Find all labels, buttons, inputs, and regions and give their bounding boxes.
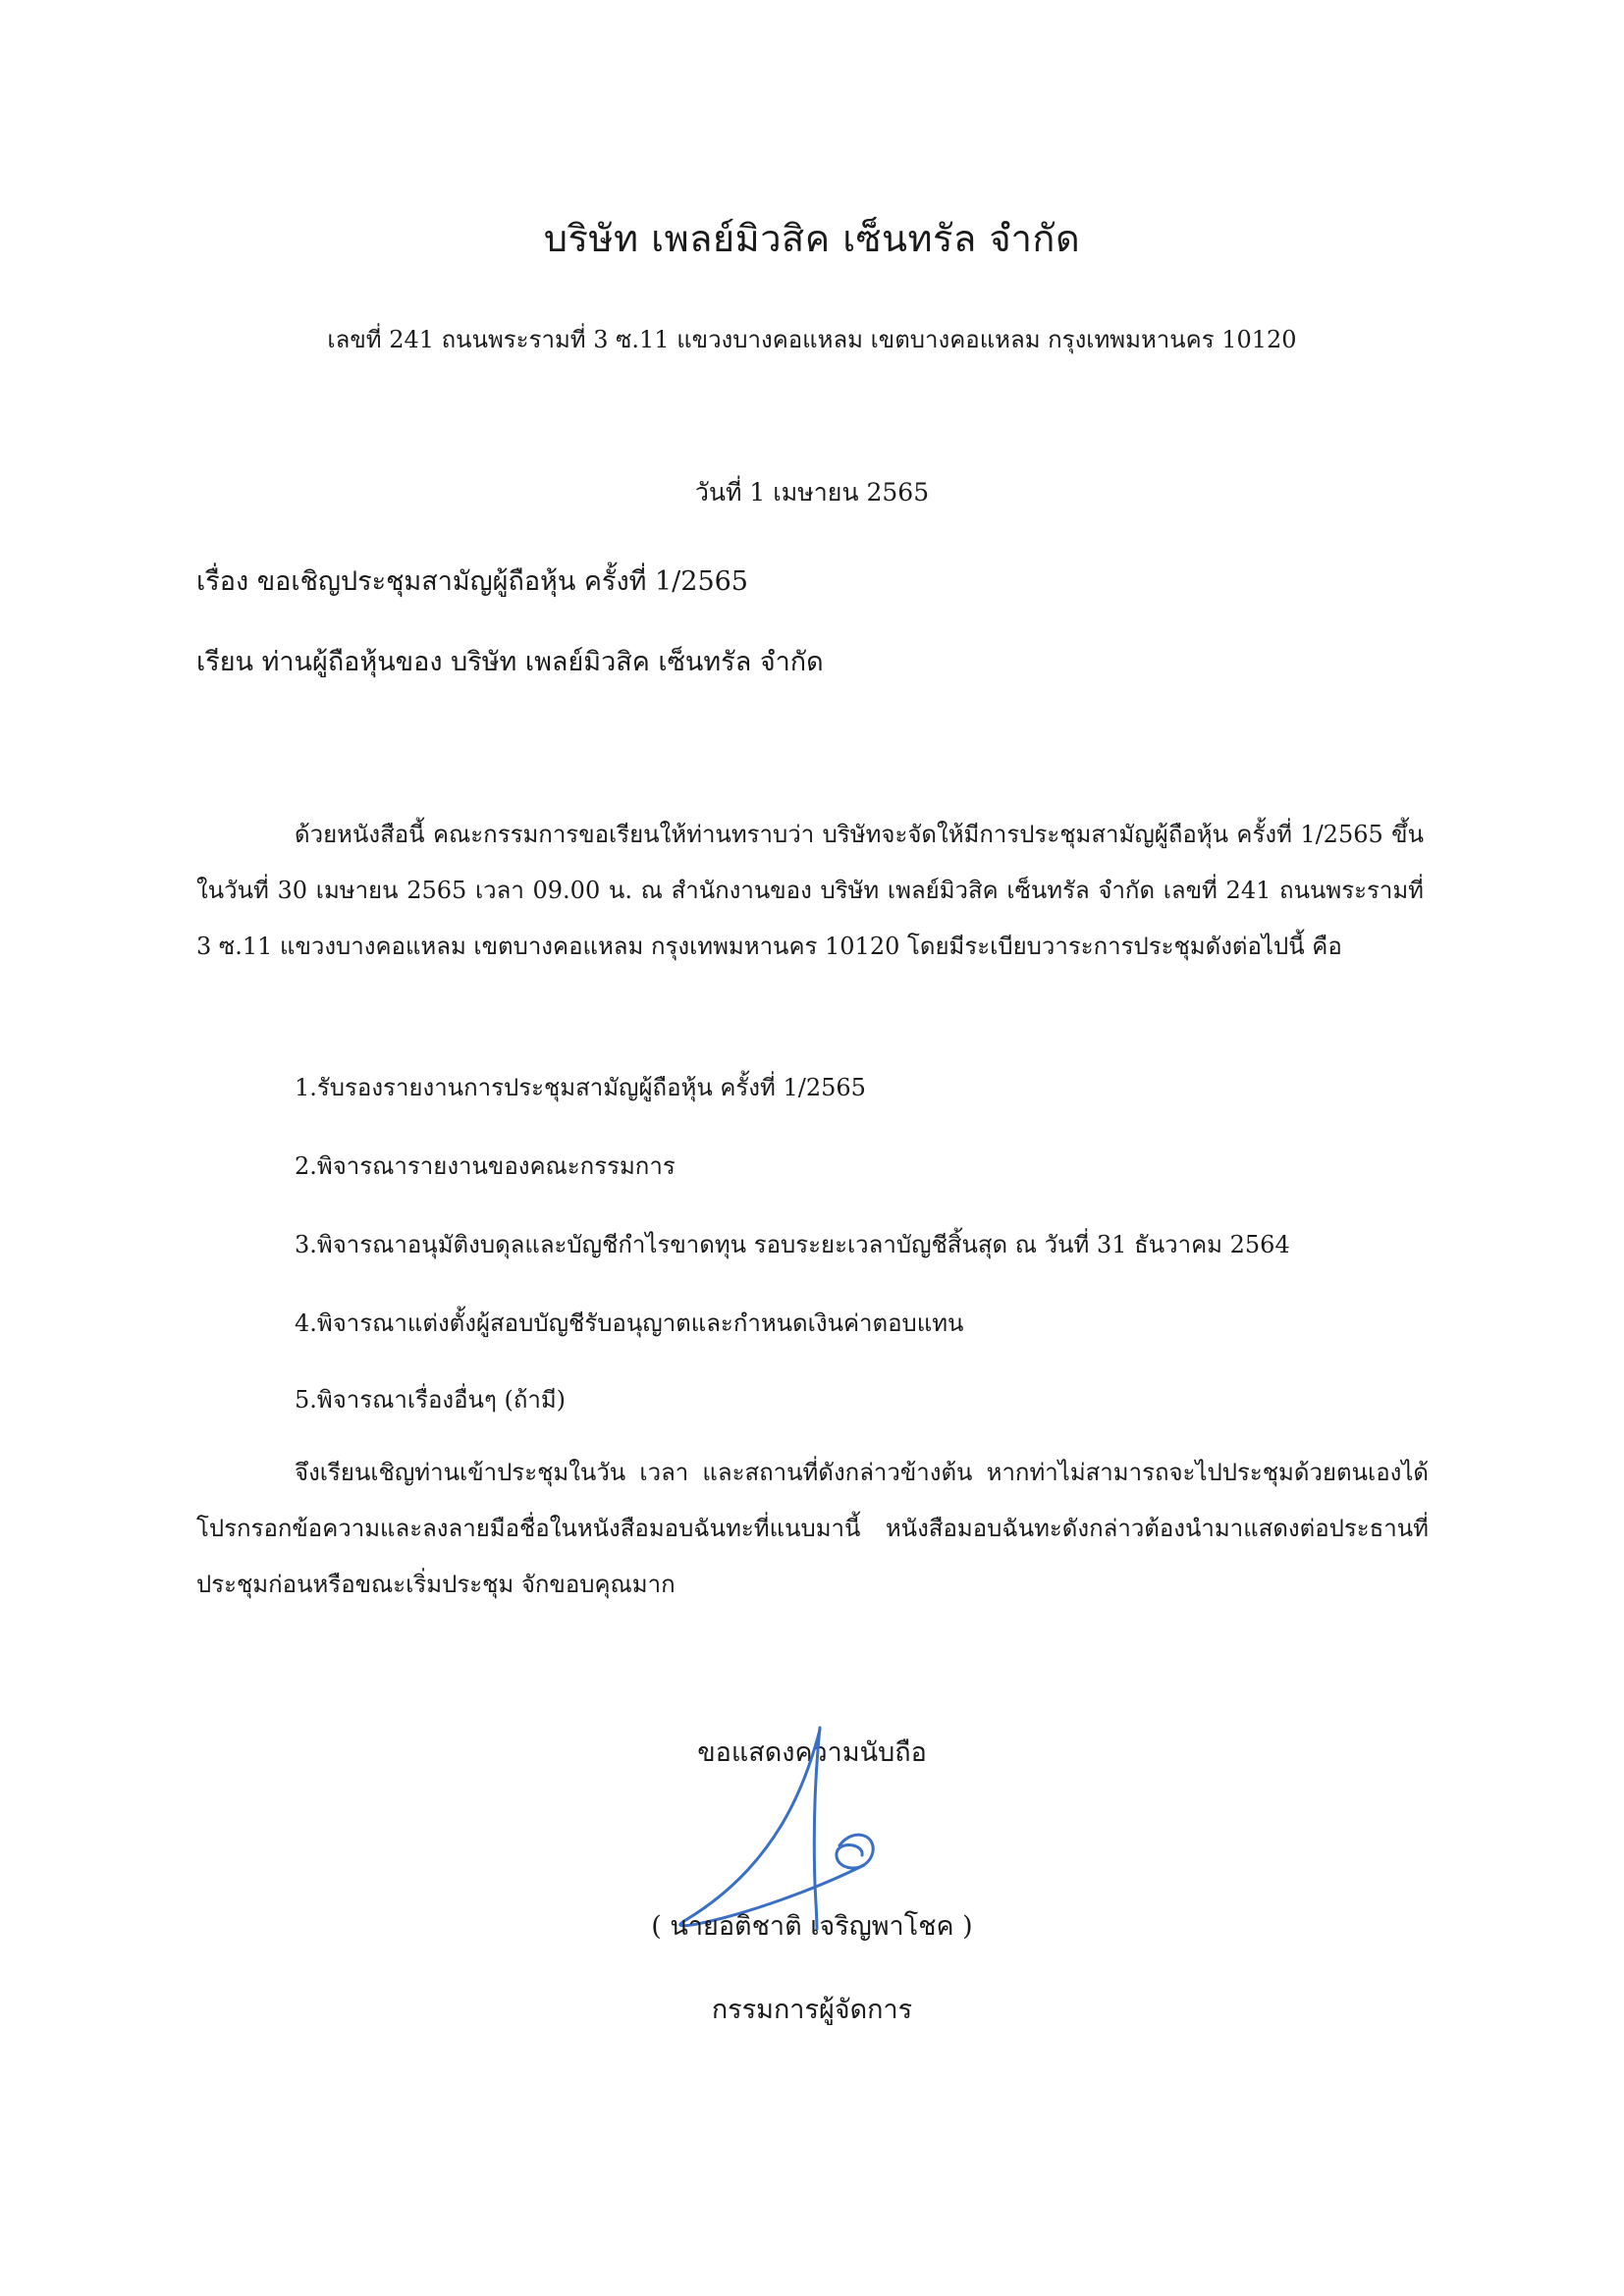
agenda-item: 3.พิจารณาอนุมัติงบดุลและบัญชีกำไรขาดทุน รอบระยะเวลาบัญชีสิ้นสุด ณ วันที่ 31 ธันวาคม 2564 (295, 1231, 1290, 1258)
body-paragraph: ด้วยหนังสือนี้ คณะกรรมการขอเรียนให้ท่านทราบว่า บริษัทจะจัดให้มีการประชุมสามัญผู้ถือหุ้น ครั้งที่ 1/2565 ขึ้นในวันที่ 30 เมษายน 2565 เวลา 09.00 น. ณ สำนักงานของ บริษัท เพลย์มิวสิค เซ็นทรัล จำกัด เลขที่ 241 ถนนพระรามที่ 3 ซ.11 แขวงบางคอแหลม เขตบางคอแหลม กรุงเทพมหานคร 10120 โดยมีระเบียบวาระการประชุมดังต่อไปนี้ คือ (196, 821, 1424, 960)
agenda-item: 2.พิจารณารายงานของคณะกรรมการ (295, 1152, 676, 1180)
letter-subject: เรื่อง ขอเชิญประชุมสามัญผู้ถือหุ้น ครั้งที่ 1/2565 (196, 566, 748, 597)
letter-recipient: เรียน ท่านผู้ถือหุ้นของ บริษัท เพลย์มิวสิค เซ็นทรัล จำกัด (196, 647, 824, 677)
agenda-item: 4.พิจารณาแต่งตั้งผู้สอบบัญชีรับอนุญาตและกำหนดเงินค่าตอบแทน (295, 1309, 964, 1337)
regards-line: ขอแสดงความนับถือ (697, 1737, 927, 1768)
company-name: บริษัท เพลย์มิวสิค เซ็นทรัล จำกัด (543, 217, 1081, 260)
company-address: เลขที่ 241 ถนนพระรามที่ 3 ซ.11 แขวงบางคอแหลม เขตบางคอแหลม กรุงเทพมหานคร 10120 (327, 326, 1297, 353)
signer-name: ( นายอติชาติ เจริญพาโชค ) (651, 1911, 973, 1942)
agenda-item: 1.รับรองรายงานการประชุมสามัญผู้ถือหุ้น ครั้งที่ 1/2565 (295, 1074, 866, 1101)
signer-position: กรรมการผู้จัดการ (711, 1995, 913, 2025)
agenda-item: 5.พิจารณาเรื่องอื่นๆ (ถ้ามี) (295, 1386, 567, 1414)
letter-date: วันที่ 1 เมษายน 2565 (694, 478, 930, 507)
closing-paragraph: จึงเรียนเชิญท่านเข้าประชุมในวัน เวลา และสถานที่ดังกล่าวข้างต้น หากท่าไม่สามารถจะไปประชุมด้วยตนเองได้ โปรกรอกข้อความและลงลายมือชื่อในหนังสือมอบฉันทะที่แนบมานี้ หนังสือมอบฉันทะดังกล่าวต้องนำมาแสดงต่อประธานที่ประชุมก่อนหรือขณะเริ่มประชุม จักขอบคุณมาก (196, 1459, 1429, 1598)
